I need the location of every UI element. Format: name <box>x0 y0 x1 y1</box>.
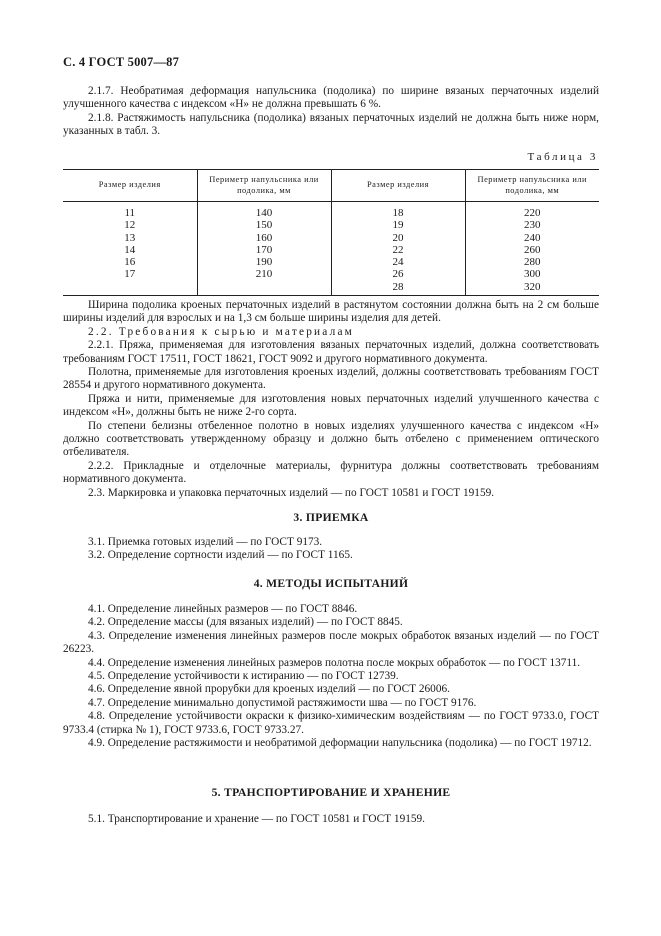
table-column-size-2 <box>331 202 465 296</box>
table-cell: 24 <box>392 256 404 269</box>
table-cell: 140 <box>255 207 273 219</box>
paragraph-2-1-8: 2.1.8. Растяжимость напульсника (подолика) вязаных перчаточных изделий не должна быть ниже норм, указанных в табл. 3. <box>63 111 599 138</box>
table-cell: 190 <box>255 256 273 269</box>
table-cell: 170 <box>255 243 273 256</box>
list-item: 4.2. Определение массы (для вязаных изделий) — по ГОСТ 8845. <box>88 616 403 629</box>
table-cell: 28 <box>392 280 404 293</box>
table-cell: 17 <box>124 268 136 281</box>
table-header-perimeter: Периметр напульсника или подолика, мм <box>465 170 599 202</box>
paragraph-2-3: 2.3. Маркировка и упаковка перчаточных изделий — по ГОСТ 10581 и ГОСТ 19159. <box>88 486 495 499</box>
table-cell: 12 <box>124 219 136 232</box>
table-cell: 26 <box>392 268 404 281</box>
paragraph-2-1-7: 2.1.7. Необратимая деформация напульсника (подолика) по ширине вязаных перчаточных изделий улучшенного качества с индексом «Н» не должна превышать 6 %. <box>63 85 599 111</box>
section-5-items <box>63 813 599 826</box>
list-item: 3.1. Приемка готовых изделий — по ГОСТ 9173. <box>88 536 323 548</box>
body-block-1 <box>63 299 599 500</box>
table-cell: 14 <box>124 243 136 256</box>
list-item: 4.8. Определение устойчивости окраски к физико-химическим воздействиям — по ГОСТ 9733.0, ГОСТ 9733.4 (стирка № 1), ГОСТ 9733.6, ГОСТ 9733.27. <box>63 710 599 736</box>
table-cell: 19 <box>392 219 404 232</box>
paragraph-2-2-2: 2.2.2. Прикладные и отделочные материалы, фурнитура должны соответствовать требованиям нормативного документа. <box>63 459 599 486</box>
list-item: 4.3. Определение изменения линейных размеров после мокрых обработок вязаных изделий — по ГОСТ 26223. <box>63 629 599 656</box>
table-cell: 20 <box>392 231 404 244</box>
table-cell: 300 <box>524 268 541 281</box>
table-cell: 22 <box>392 243 404 256</box>
table-cell: 320 <box>524 280 541 293</box>
list-item: 3.2. Определение сортности изделий — по ГОСТ 1165. <box>88 549 353 562</box>
list-item: 4.7. Определение минимально допустимой растяжимости шва — по ГОСТ 9176. <box>88 696 477 709</box>
paragraph-fabrics: Полотна, применяемые для изготовления кроеных изделий, должны соответствовать требованиям ГОСТ 28554 и другого нормативного документа. <box>63 366 599 392</box>
table-cell: 18 <box>392 207 404 219</box>
table-row <box>63 202 599 296</box>
section-5-title: 5. ТРАНСПОРТИРОВАНИЕ И ХРАНЕНИЕ <box>211 786 451 799</box>
table-cell: 260 <box>524 243 541 256</box>
page-header: С. 4 ГОСТ 5007—87 <box>63 55 180 69</box>
paragraph-whiteness: По степени белизны отбеленное полотно в новых изделиях улучшенного качества с индексом «Н» должно соответствовать утвержденному образцу и должно быть отбелено с применением оптического отбеливателя. <box>63 419 599 459</box>
section-3-title: 3. ПРИЕМКА <box>293 511 369 524</box>
paragraph-yarn: Пряжа и нити, применяемые для изготовления новых перчаточных изделий улучшенного качества с индексом «Н», должны быть не ниже 2-го сорта. <box>63 392 599 419</box>
table-column-size-1 <box>63 202 197 296</box>
table-cell: 150 <box>255 219 273 232</box>
table-cell: 280 <box>524 256 541 269</box>
table-caption: Таблица 3 <box>527 151 598 163</box>
table-3 <box>63 169 599 296</box>
table-column-perimeter-1 <box>197 202 331 296</box>
list-item: 4.5. Определение устойчивости к истиранию — по ГОСТ 12739. <box>88 670 399 683</box>
subsection-2-2-title: 2.2. Требования к сырью и материалам <box>88 325 355 338</box>
table-cell: 11 <box>124 207 136 219</box>
section-4-items <box>63 603 599 750</box>
table-column-perimeter-2 <box>465 202 599 296</box>
list-item: 5.1. Транспортирование и хранение — по ГОСТ 10581 и ГОСТ 19159. <box>88 813 425 825</box>
table-cell: 16 <box>124 256 136 269</box>
table-cell: 220 <box>524 207 541 219</box>
table-cell: 160 <box>255 231 273 244</box>
list-item: 4.6. Определение явной прорубки для кроеных изделий — по ГОСТ 26006. <box>88 683 450 696</box>
paragraph-2-2-1: 2.2.1. Пряжа, применяемая для изготовления вязаных перчаточных изделий, должна соответствовать требованиям ГОСТ 17511, ГОСТ 18621, ГОСТ 9092 и другого нормативного документа. <box>63 339 599 365</box>
table-header-size: Размер изделия <box>63 170 197 202</box>
section-3-items <box>63 536 599 563</box>
table-cell: 13 <box>124 231 136 244</box>
table-header-row <box>63 170 599 202</box>
table-cell: 230 <box>524 219 541 232</box>
table-header-perimeter: Периметр напульсника или подолика, мм <box>197 170 331 202</box>
paragraph-glove-width: Ширина подолика кроеных перчаточных изделий в растянутом состоянии должна быть на 2 см больше ширины изделий для взрослых и на 1,3 см больше ширины изделия для детей. <box>63 299 599 325</box>
list-item: 4.4. Определение изменения линейных размеров полотна после мокрых обработок — по ГОСТ 13711. <box>88 656 581 669</box>
table-header-size: Размер изделия <box>331 170 465 202</box>
table-cell: 240 <box>524 231 541 244</box>
section-4-title: 4. МЕТОДЫ ИСПЫТАНИЙ <box>253 577 409 590</box>
list-item: 4.9. Определение растяжимости и необратимой деформации напульсника (подолика) — по ГОСТ 19712. <box>88 737 592 750</box>
table-cell: 210 <box>255 268 273 281</box>
intro-paragraphs <box>63 85 599 139</box>
list-item: 4.1. Определение линейных размеров — по ГОСТ 8846. <box>88 603 358 615</box>
